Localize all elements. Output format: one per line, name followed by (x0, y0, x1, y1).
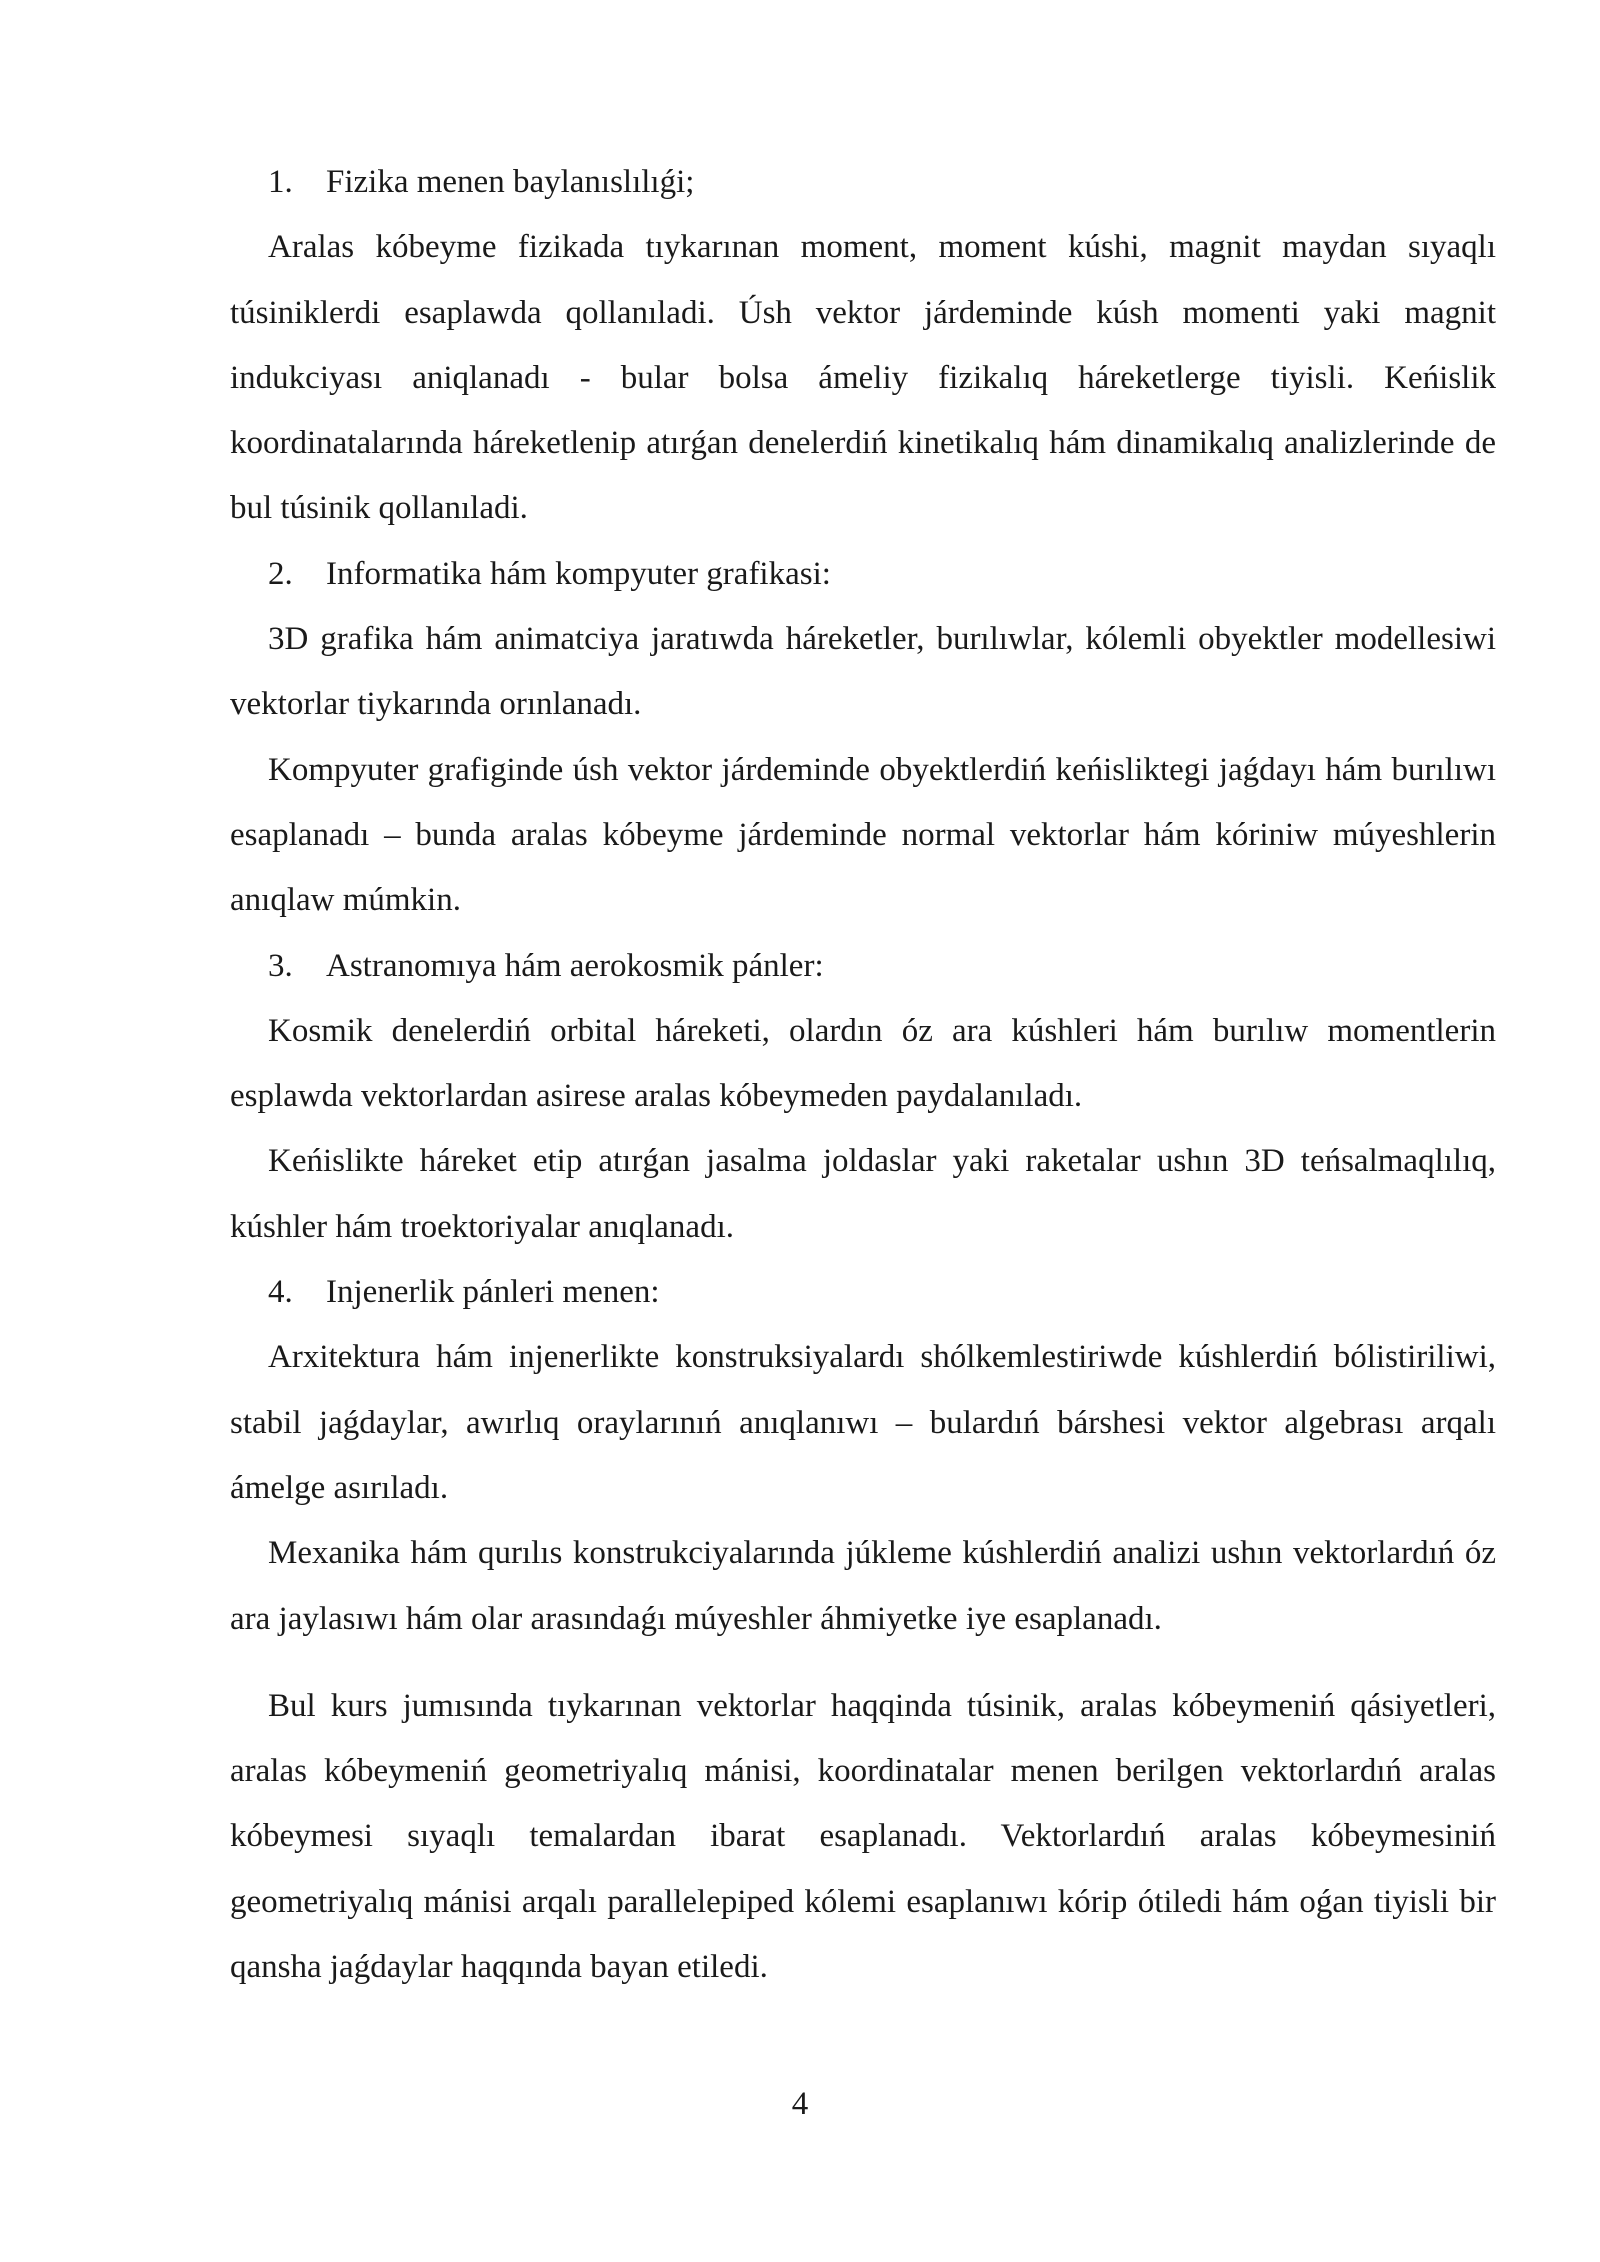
section-number: 2. (268, 555, 293, 592)
section-heading (230, 542, 1496, 607)
section-number: 4. (268, 1274, 293, 1311)
section-title: Injenerlik pánleri menen: (326, 1274, 660, 1311)
body-paragraph: 3D grafika hám animatciya jaratıwda háreketler, burılıwlar, kólemli obyektler modellesiwi vektorlar tiykarında orınlanadı. (230, 621, 1496, 723)
section-heading (230, 150, 1496, 215)
body-paragraph: Arxitektura hám injenerlikte konstruksiyalardı shólkemlestiriwde kúshlerdiń bólistiriliwi, stabil jaǵdaylar, awırlıq oraylarınıń anıqlanıwı – bulardıń bárshesi vektor algebrası arqalı ámelge asırıladı. (230, 1339, 1496, 1506)
body-paragraph: Kosmik denelerdiń orbital háreketi, olardın óz ara kúshleri hám burılıw momentlerin esplawda vektorlardan asirese aralas kóbeymeden paydalanıladı. (230, 1012, 1496, 1115)
section-number: 3. (268, 947, 293, 984)
body-paragraph: Aralas kóbeyme fizikada tıykarınan moment, moment kúshi, magnit maydan sıyaqlı túsiniklerdi esaplawda qollanıladi. Úsh vektor járdeminde kúsh momenti yaki magnit indukciyası aniqlanadı - bular bolsa ámeliy fizikalıq háreketlerge tiyisli. Keńislik koordinatalarında háreketlenip atırǵan denelerdiń kinetikalıq hám dinamikalıq analizlerinde de bul túsinik qollanıladi. (230, 229, 1496, 527)
body-paragraph: Keńislikte háreket etip atırǵan jasalma joldaslar yaki raketalar ushın 3D teńsalmaqlılıq, kúshler hám troektoriyalar anıqlanadı. (230, 1143, 1496, 1245)
document-page (230, 150, 1496, 2000)
section-heading (230, 1260, 1496, 1325)
section-title: Fizika menen baylanıslılıǵi; (326, 164, 695, 200)
body-paragraph: Mexanika hám qurılıs konstrukciyalarında júkleme kúshlerdiń analizi ushın vektorlardıń óz ara jaylasıwı hám olar arasındaǵı múyeshler áhmiyetke iye esaplanadı. (230, 1535, 1496, 1637)
section-number: 1. (268, 164, 293, 200)
section-title: Informatika hám kompyuter grafikasi: (326, 555, 831, 592)
section-title: Astranomıya hám aerokosmik pánler: (326, 947, 824, 984)
body-paragraph: Kompyuter grafiginde úsh vektor járdeminde obyektlerdiń keńisliktegi jaǵdayı hám burılıwı esaplanadı – bunda aralas kóbeyme járdeminde normal vektorlar hám kóriniw múyeshlerin anıqlaw múmkin. (230, 751, 1496, 919)
section-heading (230, 934, 1496, 999)
closing-paragraph: Bul kurs jumısında tıykarınan vektorlar haqqinda túsinik, aralas kóbeymeniń qásiyetleri, aralas kóbeymeniń geometriyalıq mánisi, koordinatalar menen berilgen vektorlardıń aralas kóbeymesi sıyaqlı temalardan ibarat esaplanadı. Vektorlardıń aralas kóbeymesiniń geometriyalıq mánisi arqalı parallelepiped kólemi esaplanıwı kórip ótiledi hám oǵan tiyisli bir qansha jaǵdaylar haqqında bayan etiledi. (230, 1687, 1496, 1986)
page-number: 4 (791, 2086, 809, 2122)
